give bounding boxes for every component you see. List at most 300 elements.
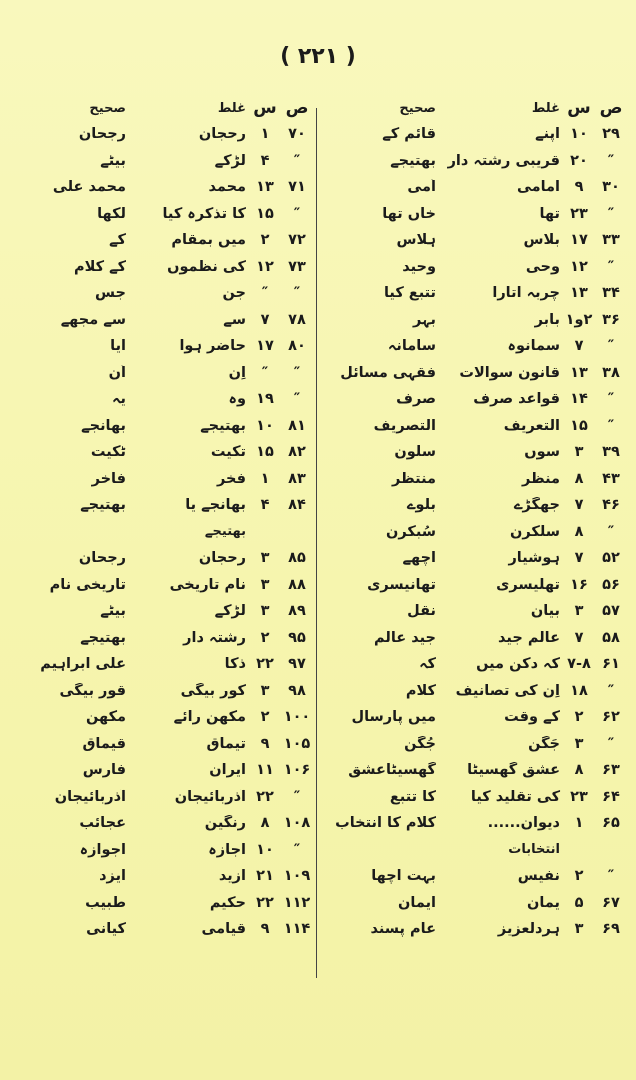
line-cell: ۱ (574, 815, 584, 832)
wrong-cell: وہ (228, 391, 246, 408)
wrong-cell: فخر (217, 470, 246, 487)
page-cell: ۷۸ (288, 311, 306, 328)
line-cell: ۲۲ (256, 656, 274, 673)
page-cell: ″ (607, 391, 615, 408)
correct-cell: ایزد (99, 868, 126, 885)
table-row (2, 280, 314, 307)
line-cell: ۲۲ (256, 788, 274, 805)
line-cell: ۲۲ (256, 894, 274, 911)
line-cell: ۲ (260, 709, 270, 726)
table-row (316, 651, 628, 678)
line-cell: ۹ (574, 179, 584, 196)
page-cell: ۱۰۹ (283, 868, 311, 885)
correct-cell: کے کلام (73, 258, 126, 275)
line-cell: ۱۹ (256, 391, 274, 408)
line-cell: ۹ (260, 735, 270, 752)
table-row (316, 307, 628, 334)
wrong-cell: بھتیجے (204, 524, 246, 540)
page-cell: ۸۸ (288, 576, 306, 593)
rows-left (2, 121, 314, 943)
table-row (2, 598, 314, 625)
wrong-cell: التعریف (503, 417, 560, 434)
page-cell: ۵۷ (602, 603, 620, 620)
table-row (316, 837, 628, 864)
table-row (316, 625, 628, 652)
table-row (316, 360, 628, 387)
line-cell: ۱۰ (570, 126, 588, 143)
errata-table-right (316, 95, 628, 943)
wrong-cell: وحی (525, 258, 560, 275)
table-row (316, 413, 628, 440)
errata-table-left (2, 95, 314, 943)
table-row (316, 519, 628, 546)
correct-cell: مکھن (85, 709, 126, 726)
correct-cell: قائم کے (382, 126, 436, 143)
correct-cell: فقہی مسائل (340, 364, 436, 381)
correct-cell: آذربائیجان (54, 788, 126, 805)
wrong-cell: کے وقت (504, 709, 560, 726)
line-cell: ۵ (574, 894, 584, 911)
correct-cell: بیٹے (100, 152, 126, 169)
page-cell: ۵۸ (602, 629, 620, 646)
wrong-cell: سے (223, 311, 246, 328)
table-row (2, 651, 314, 678)
correct-cell: آیا (110, 338, 126, 355)
wrong-cell: تیماق (206, 735, 246, 752)
table-row (2, 413, 314, 440)
line-cell: ۷ (574, 550, 584, 567)
page-cell: ۲۹ (602, 126, 620, 143)
table-row (2, 386, 314, 413)
line-cell: ۱۰ (256, 417, 274, 434)
line-cell: ۹ (260, 921, 270, 938)
wrong-cell: انتخابات (508, 842, 560, 858)
page-cell: ″ (607, 417, 615, 434)
line-cell: ۳ (260, 682, 270, 699)
table-row (2, 254, 314, 281)
line-cell: ۱۰ (256, 841, 274, 858)
line-cell: ″ (261, 364, 269, 381)
correct-cell: جید عالم (374, 629, 436, 646)
correct-cell: سے مجھے (60, 311, 126, 328)
table-row (2, 545, 314, 572)
line-cell: ۱ (260, 126, 270, 143)
wrong-cell: رشتہ دار (183, 629, 246, 646)
table-row (316, 466, 628, 493)
table-row (2, 837, 314, 864)
table-row (2, 757, 314, 784)
correct-cell: علی ابراہیم (40, 656, 126, 673)
table-row (2, 678, 314, 705)
line-cell: ۱۴ (570, 391, 588, 408)
wrong-cell: اِن کی تصانیف (455, 682, 560, 699)
table-row (2, 863, 314, 890)
header-correct: صحیح (89, 100, 126, 116)
header-correct: صحیح (399, 100, 436, 116)
line-cell: ۱۸ (570, 682, 588, 699)
page-cell: ۳۸ (602, 364, 620, 381)
page-cell: ″ (607, 152, 615, 169)
table-row (2, 492, 314, 519)
wrong-cell: بیان (530, 603, 560, 620)
correct-cell: سامانہ (387, 338, 436, 355)
header-wrong: غلط (217, 100, 246, 116)
correct-cell: سلون (394, 444, 436, 461)
table-row (2, 121, 314, 148)
correct-cell: طبیب (85, 894, 126, 911)
line-cell: ۳ (574, 735, 584, 752)
wrong-cell: سوں (524, 444, 560, 461)
page-cell: ″ (293, 788, 301, 805)
table-row (2, 201, 314, 228)
line-cell: ۲ (574, 709, 584, 726)
page-cell: ۳۳ (602, 232, 620, 249)
line-cell: ۳ (574, 921, 584, 938)
wrong-cell: مکھن رائے (173, 709, 246, 726)
wrong-cell: منظر (521, 470, 560, 487)
line-cell: ۱ (260, 470, 270, 487)
wrong-cell: لڑکے (214, 152, 246, 169)
table-row (2, 360, 314, 387)
line-cell: ۸ (574, 762, 584, 779)
line-cell: ۸ (574, 523, 584, 540)
table-row (316, 174, 628, 201)
page-cell: ″ (607, 735, 615, 752)
line-cell: ۳ (260, 576, 270, 593)
wrong-cell: تھلیسری (496, 576, 560, 593)
page-cell: ۶۳ (602, 762, 620, 779)
header-line: س (253, 98, 277, 118)
wrong-cell: میں بمقام (171, 232, 246, 249)
page-cell: ۷۳ (288, 258, 306, 275)
correct-cell: کلام کا انتخاب (335, 815, 436, 832)
line-cell: ۱۵ (570, 417, 588, 434)
correct-cell: رجحان (78, 126, 126, 143)
table-row (2, 916, 314, 943)
wrong-cell: چربہ اتارا (492, 285, 560, 302)
correct-cell: تتبع کیا (383, 285, 436, 302)
table-row (316, 757, 628, 784)
page-cell: ۴۶ (602, 497, 620, 514)
correct-cell: سُبکرن (385, 523, 436, 540)
table-row (316, 545, 628, 572)
correct-cell: بہر (413, 311, 436, 328)
wrong-cell: کی تقلید کیا (470, 788, 560, 805)
line-cell: ۴ (260, 152, 270, 169)
correct-cell: اچھے (402, 550, 436, 567)
table-header (316, 95, 628, 121)
wrong-cell: قریبی رشتہ دار (447, 152, 560, 169)
correct-cell: محمد علی (52, 179, 126, 196)
page-cell: ۹۵ (288, 629, 306, 646)
page-cell: ۸۵ (288, 550, 306, 567)
page-cell: ۶۱ (602, 656, 620, 673)
line-cell: ۱۵ (256, 205, 274, 222)
correct-cell: تھانیسری (367, 576, 436, 593)
page-cell: ۷۱ (288, 179, 306, 196)
table-row (316, 731, 628, 758)
wrong-cell: آذربائیجان (174, 788, 246, 805)
page-cell: ۸۰ (288, 338, 306, 355)
table-row (2, 731, 314, 758)
wrong-cell: تھا (539, 205, 560, 222)
page-cell: ″ (607, 523, 615, 540)
wrong-cell: عالم جید (498, 629, 560, 646)
table-row (2, 307, 314, 334)
table-row (316, 784, 628, 811)
correct-cell: بھتیجے (80, 497, 126, 514)
table-row (2, 704, 314, 731)
wrong-cell: رحجان (198, 550, 246, 567)
line-cell: ۲ (260, 629, 270, 646)
page-cell: ۱۰۰ (283, 709, 311, 726)
correct-cell: فارس (82, 762, 126, 779)
correct-cell: اجوازہ (79, 841, 126, 858)
line-cell: ۱۳ (570, 285, 588, 302)
line-cell: ۷ (574, 629, 584, 646)
table-row (316, 201, 628, 228)
page-cell: ″ (293, 364, 301, 381)
line-cell: ۲۳ (570, 788, 588, 805)
table-row (316, 148, 628, 175)
wrong-cell: رحجان (198, 126, 246, 143)
table-row (2, 227, 314, 254)
wrong-cell: اپنے (535, 126, 560, 143)
wrong-cell: بابر (534, 311, 560, 328)
wrong-cell: بلاس (523, 232, 560, 249)
table-row (316, 678, 628, 705)
wrong-cell: ہردلعزیز (497, 921, 560, 938)
wrong-cell: قانون سوالات (459, 364, 560, 381)
correct-cell: خاں تھا (382, 205, 436, 222)
line-cell: ۲۳ (570, 205, 588, 222)
page-number: ( ۲۲۱ ) (280, 44, 356, 69)
page-cell: ۳۶ (602, 311, 620, 328)
page-cell: ۸۱ (288, 417, 306, 434)
table-row (2, 519, 314, 546)
correct-cell: بھتیجے (390, 152, 436, 169)
table-row (316, 704, 628, 731)
page-cell: ۵۶ (602, 576, 620, 593)
page-cell: ۳۴ (602, 285, 620, 302)
header-page: ص (285, 98, 309, 118)
table-row (316, 227, 628, 254)
page-cell: ″ (293, 285, 301, 302)
table-row (2, 174, 314, 201)
page-cell: ۶۴ (602, 788, 620, 805)
page-cell: ۷۰ (288, 126, 306, 143)
line-cell: ۸ (574, 470, 584, 487)
correct-cell: عجائب (79, 815, 126, 832)
line-cell: ۱۷ (256, 338, 274, 355)
rows-right (316, 121, 628, 943)
page-cell: ۹۸ (288, 682, 306, 699)
correct-cell: منتظر (392, 470, 436, 487)
wrong-cell: جھگڑے (514, 497, 560, 514)
correct-cell: صرف (396, 391, 436, 408)
wrong-cell: حاضر ہوا (179, 338, 246, 355)
line-cell: ۷ (574, 497, 584, 514)
wrong-cell: عشق گھسیٹا (467, 762, 560, 779)
table-row (316, 572, 628, 599)
line-cell: ۷ (574, 338, 584, 355)
table-row (316, 810, 628, 837)
wrong-cell: امامی (516, 179, 560, 196)
page-cell: ۱۰۶ (283, 762, 311, 779)
page-cell: ۳۹ (602, 444, 620, 461)
correct-cell: کلام (405, 682, 436, 699)
wrong-cell: قواعد صرف (473, 391, 560, 408)
correct-cell: رجحان (78, 550, 126, 567)
line-cell: ۳ (260, 603, 270, 620)
wrong-cell: بھتیجے (200, 417, 246, 434)
table-row (2, 890, 314, 917)
table-row (316, 254, 628, 281)
table-row (2, 810, 314, 837)
correct-cell: بھتیجے (80, 629, 126, 646)
correct-cell: بیٹے (100, 603, 126, 620)
page-cell: ″ (607, 868, 615, 885)
correct-cell: ہلاس (396, 232, 436, 249)
line-cell: ۲۱ (256, 868, 274, 885)
wrong-cell: ہوشیار (508, 550, 560, 567)
wrong-cell: تکیت (210, 444, 246, 461)
table-row (2, 148, 314, 175)
correct-cell: التصریف (373, 417, 436, 434)
wrong-cell: سمانوہ (507, 338, 560, 355)
correct-cell: لکھا (97, 205, 126, 222)
page-cell: ۸۲ (288, 444, 306, 461)
table-row (316, 598, 628, 625)
line-cell: ۱۳ (570, 364, 588, 381)
page-cell: ۱۱۴ (283, 921, 311, 938)
wrong-cell: کی نظموں (167, 258, 246, 275)
correct-cell: بلوے (407, 497, 436, 514)
table-row (2, 784, 314, 811)
page-cell: ۶۲ (602, 709, 620, 726)
table-row (2, 439, 314, 466)
line-cell: ۱۶ (570, 576, 588, 593)
correct-cell: اُن (108, 364, 126, 381)
table-header (2, 95, 314, 121)
line-cell: ۲ (574, 868, 584, 885)
correct-cell: بہت اچھا (371, 868, 436, 885)
wrong-cell: سلکرن (509, 523, 560, 540)
header-page: ص (599, 98, 623, 118)
page-cell: ″ (607, 338, 615, 355)
wrong-cell: لڑکے (214, 603, 246, 620)
correct-cell: اُمی (407, 179, 436, 196)
table-row (316, 916, 628, 943)
table-row (2, 625, 314, 652)
correct-cell: کیانی (86, 921, 126, 938)
table-row (2, 333, 314, 360)
line-cell: ″ (261, 285, 269, 302)
wrong-cell: جن (222, 285, 246, 302)
page-cell: ″ (293, 391, 301, 408)
line-cell: ۴ (260, 497, 270, 514)
wrong-cell: یمان (527, 894, 560, 911)
wrong-cell: جَگن (528, 735, 560, 752)
page-cell: ″ (293, 152, 301, 169)
line-cell: ۱۳ (256, 179, 274, 196)
wrong-cell: دیوان...... (487, 815, 560, 832)
correct-cell: ٹکیت (90, 444, 126, 461)
wrong-cell: ایران (209, 762, 246, 779)
correct-cell: گھسیٹاعشق (348, 762, 436, 779)
page-cell: ″ (607, 205, 615, 222)
line-cell: ۲ (260, 232, 270, 249)
line-cell: ۱۲ (570, 258, 588, 275)
page-cell: ۷۲ (288, 232, 306, 249)
page-cell: ۶۷ (602, 894, 620, 911)
line-cell: ۸ (260, 815, 270, 832)
wrong-cell: حکیم (209, 894, 246, 911)
correct-cell: وحید (402, 258, 436, 275)
header-line: س (567, 98, 591, 118)
correct-cell: جُگّن (404, 735, 436, 752)
page-cell: ″ (293, 841, 301, 858)
table-row (316, 863, 628, 890)
wrong-cell: محمد (208, 179, 246, 196)
correct-cell: عام پسند (370, 921, 436, 938)
correct-cell: نقل (407, 603, 436, 620)
table-row (316, 439, 628, 466)
page-cell: ۵۲ (602, 550, 620, 567)
wrong-cell: اِن (228, 364, 246, 381)
table-row (316, 386, 628, 413)
table-row (2, 466, 314, 493)
line-cell: ۷-۸ (567, 656, 591, 673)
wrong-cell: نام تاریخی (169, 576, 246, 593)
correct-cell: کا تتبع (389, 788, 436, 805)
line-cell: ۳ (574, 603, 584, 620)
page-cell: ۱۰۸ (283, 815, 311, 832)
wrong-cell: اجازہ (208, 841, 246, 858)
page-cell: ″ (607, 682, 615, 699)
page-cell: ۳۰ (602, 179, 620, 196)
line-cell: ۲و۱ (565, 311, 593, 328)
correct-cell: کہ (419, 656, 436, 673)
wrong-cell: نفیس (517, 868, 560, 885)
table-row (316, 492, 628, 519)
correct-cell: تاریخی نام (49, 576, 126, 593)
correct-cell: ایمان (398, 894, 436, 911)
wrong-cell: کور بیگی (180, 682, 246, 699)
correct-cell: فاخر (91, 470, 126, 487)
page-cell: ۹۷ (288, 656, 306, 673)
table-row (2, 572, 314, 599)
line-cell: ۷ (260, 311, 270, 328)
page-cell: ″ (607, 258, 615, 275)
page-cell: ۸۹ (288, 603, 306, 620)
page-cell: ۱۱۲ (283, 894, 311, 911)
wrong-cell: ذکا (224, 656, 246, 673)
line-cell: ۳ (574, 444, 584, 461)
correct-cell: جس (95, 285, 126, 302)
page-cell: ۴۳ (602, 470, 620, 487)
line-cell: ۳ (260, 550, 270, 567)
wrong-cell: قیامی (201, 921, 246, 938)
wrong-cell: رنگین (204, 815, 246, 832)
correct-cell: کے (109, 232, 126, 249)
line-cell: ۱۱ (256, 762, 274, 779)
line-cell: ۱۷ (570, 232, 588, 249)
line-cell: ۱۵ (256, 444, 274, 461)
correct-cell: قور بیگی (59, 682, 126, 699)
wrong-cell: کہ دکن میں (476, 656, 560, 673)
correct-cell: بھانجے (81, 417, 126, 434)
